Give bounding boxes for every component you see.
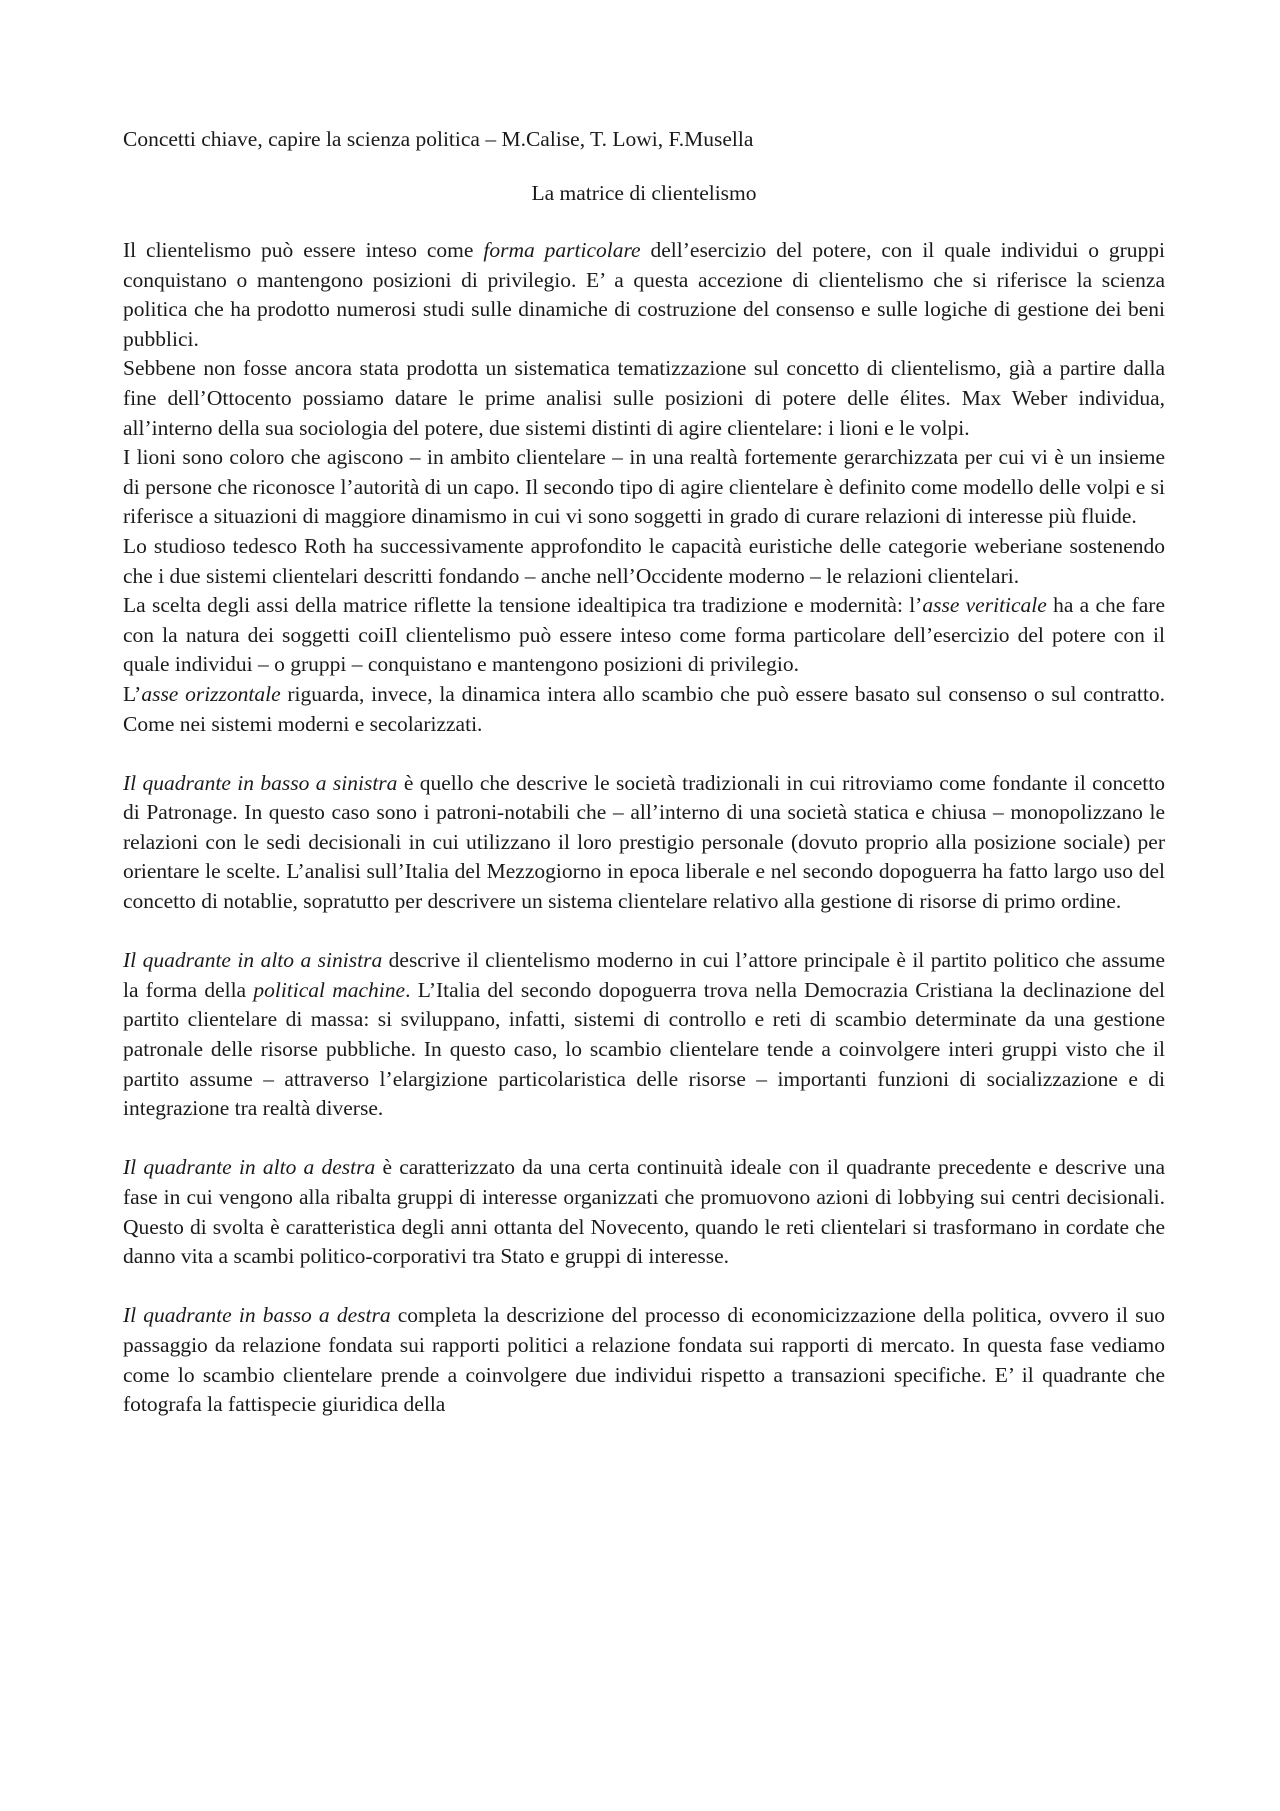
- italic-term: political machine: [253, 977, 406, 1002]
- body-paragraph: [123, 591, 1165, 680]
- text-run: Lo studioso tedesco Roth ha successivamente approfondito le capacità euristiche delle categorie weberiane sostenendo che i due sistemi clientelari descritti fondando – anche nell’Occidente moderno – le relazioni clientelari.: [123, 533, 1165, 588]
- italic-term: Il quadrante in alto a sinistra: [123, 948, 383, 973]
- document-body: [123, 236, 1165, 1420]
- text-run: Sebbene non fosse ancora stata prodotta un sistematica tematizzazione sul concetto di clientelismo, già a partire dalla fine dell’Ottocento possiamo datare le prime analisi sulle posizioni di potere delle élites. Max Weber individua, all’interno della sua sociologia del potere, due sistemi distinti di agire clientelare: i lioni e le volpi.: [123, 356, 1165, 440]
- text-run: ha a che fare con la natura dei soggetti coiIl clientelismo può essere inteso come forma particolare dell’esercizio del potere con il quale individui – o gruppi – conquistano e mantengono posizioni di privilegio.: [123, 593, 1165, 677]
- italic-term: Il quadrante in alto a destra: [123, 1155, 376, 1180]
- text-run: completa la descrizione del processo di economicizzazione della politica, ovvero il suo passaggio da relazione fondata sui rapporti politici a relazione fondata sui rapporti di mercato. In questa fase vediamo come lo scambio clientelare prende a coinvolgere due individui rispetto a transazioni specifiche. E’ il quadrante che fotografa la fattispecie giuridica della: [123, 1303, 1165, 1417]
- italic-term: asse orizzontale: [141, 681, 281, 706]
- body-paragraph: [123, 236, 1165, 354]
- text-run: riguarda, invece, la dinamica intera allo scambio che può essere basato sul consenso o sul contratto. Come nei sistemi moderni e secolarizzati.: [123, 681, 1166, 736]
- italic-term: asse veriticale: [922, 593, 1047, 618]
- body-paragraph: [123, 532, 1165, 591]
- body-paragraph: [123, 769, 1165, 917]
- text-run: . L’Italia del secondo dopoguerra trova nella Democrazia Cristiana la declinazione del partito clientelare di massa: si sviluppano, infatti, sistemi di controllo e reti di scambio determinate da una gestione patronale delle risorse pubbliche. In questo caso, lo scambio clientelare tende a coinvolgere interi gruppi visto che il partito assume – attraverso l’elargizione particolaristica delle risorse – importanti funzioni di socializzazione e di integrazione tra realtà diverse.: [123, 977, 1165, 1121]
- text-run: La scelta degli assi della matrice riflette la tensione idealtipica tra tradizione e modernità: l’: [123, 593, 923, 618]
- text-run: L’: [123, 681, 142, 706]
- text-run: Il clientelismo può essere inteso come: [123, 238, 484, 262]
- italic-term: forma particolare: [483, 238, 641, 262]
- body-paragraph: [123, 354, 1165, 443]
- body-paragraph: [123, 1301, 1165, 1419]
- document-title: La matrice di clientelismo: [531, 181, 757, 205]
- text-run: I lioni sono coloro che agiscono – in ambito clientelare – in una realtà fortemente gerarchizzata per cui vi è un insieme di persone che riconosce l’autorità di un capo. Il secondo tipo di agire clientelare è definito come modello delle volpi e si riferisce a situazioni di maggiore dinamismo in cui vi sono soggetti in grado di curare relazioni di interesse più fluide.: [123, 445, 1165, 529]
- text-run: è caratterizzato da una certa continuità ideale con il quadrante precedente e descrive una fase in cui vengono alla ribalta gruppi di interesse organizzati che promuovono azioni di lobbying sui centri decisionali. Questo di svolta è caratteristica degli anni ottanta del Novecento, quando le reti clientelari si trasformano in cordate che danno vita a scambi politico-corporativi tra Stato e gruppi di interesse.: [123, 1155, 1165, 1269]
- text-run: dell’esercizio del potere, con il quale individui o gruppi conquistano o mantengono posizioni di privilegio. E’ a questa accezione di clientelismo che si riferisce la scienza politica che ha prodotto numerosi studi sulle dinamiche di costruzione del consenso e sulle logiche di gestione dei beni pubblici.: [123, 238, 1166, 351]
- document-header: Concetti chiave, capire la scienza politica – M.Calise, T. Lowi, F.Musella: [123, 127, 754, 151]
- text-run: descrive il clientelismo moderno in cui l’attore principale è il partito politico che assume la forma della: [123, 948, 1165, 1002]
- body-paragraph: [123, 443, 1165, 532]
- body-paragraph: [123, 680, 1165, 739]
- body-paragraph: [123, 946, 1165, 1124]
- italic-term: Il quadrante in basso a destra: [123, 1303, 391, 1328]
- italic-term: Il quadrante in basso a sinistra: [123, 770, 398, 795]
- document-page: [123, 124, 1165, 1420]
- body-paragraph: [123, 1153, 1165, 1271]
- text-run: è quello che descrive le società tradizionali in cui ritroviamo come fondante il concetto di Patronage. In questo caso sono i patroni-notabili che – all’interno di una società statica e chiusa – monopolizzano le relazioni con le sedi decisionali in cui utilizzano il loro prestigio personale (dovuto proprio alla posizione sociale) per orientare le scelte. L’analisi sull’Italia del Mezzogiorno in epoca liberale e nel secondo dopoguerra ha fatto largo uso del concetto di notablie, sopratutto per descrivere un sistema clientelare relativo alla gestione di risorse di primo ordine.: [123, 770, 1166, 914]
